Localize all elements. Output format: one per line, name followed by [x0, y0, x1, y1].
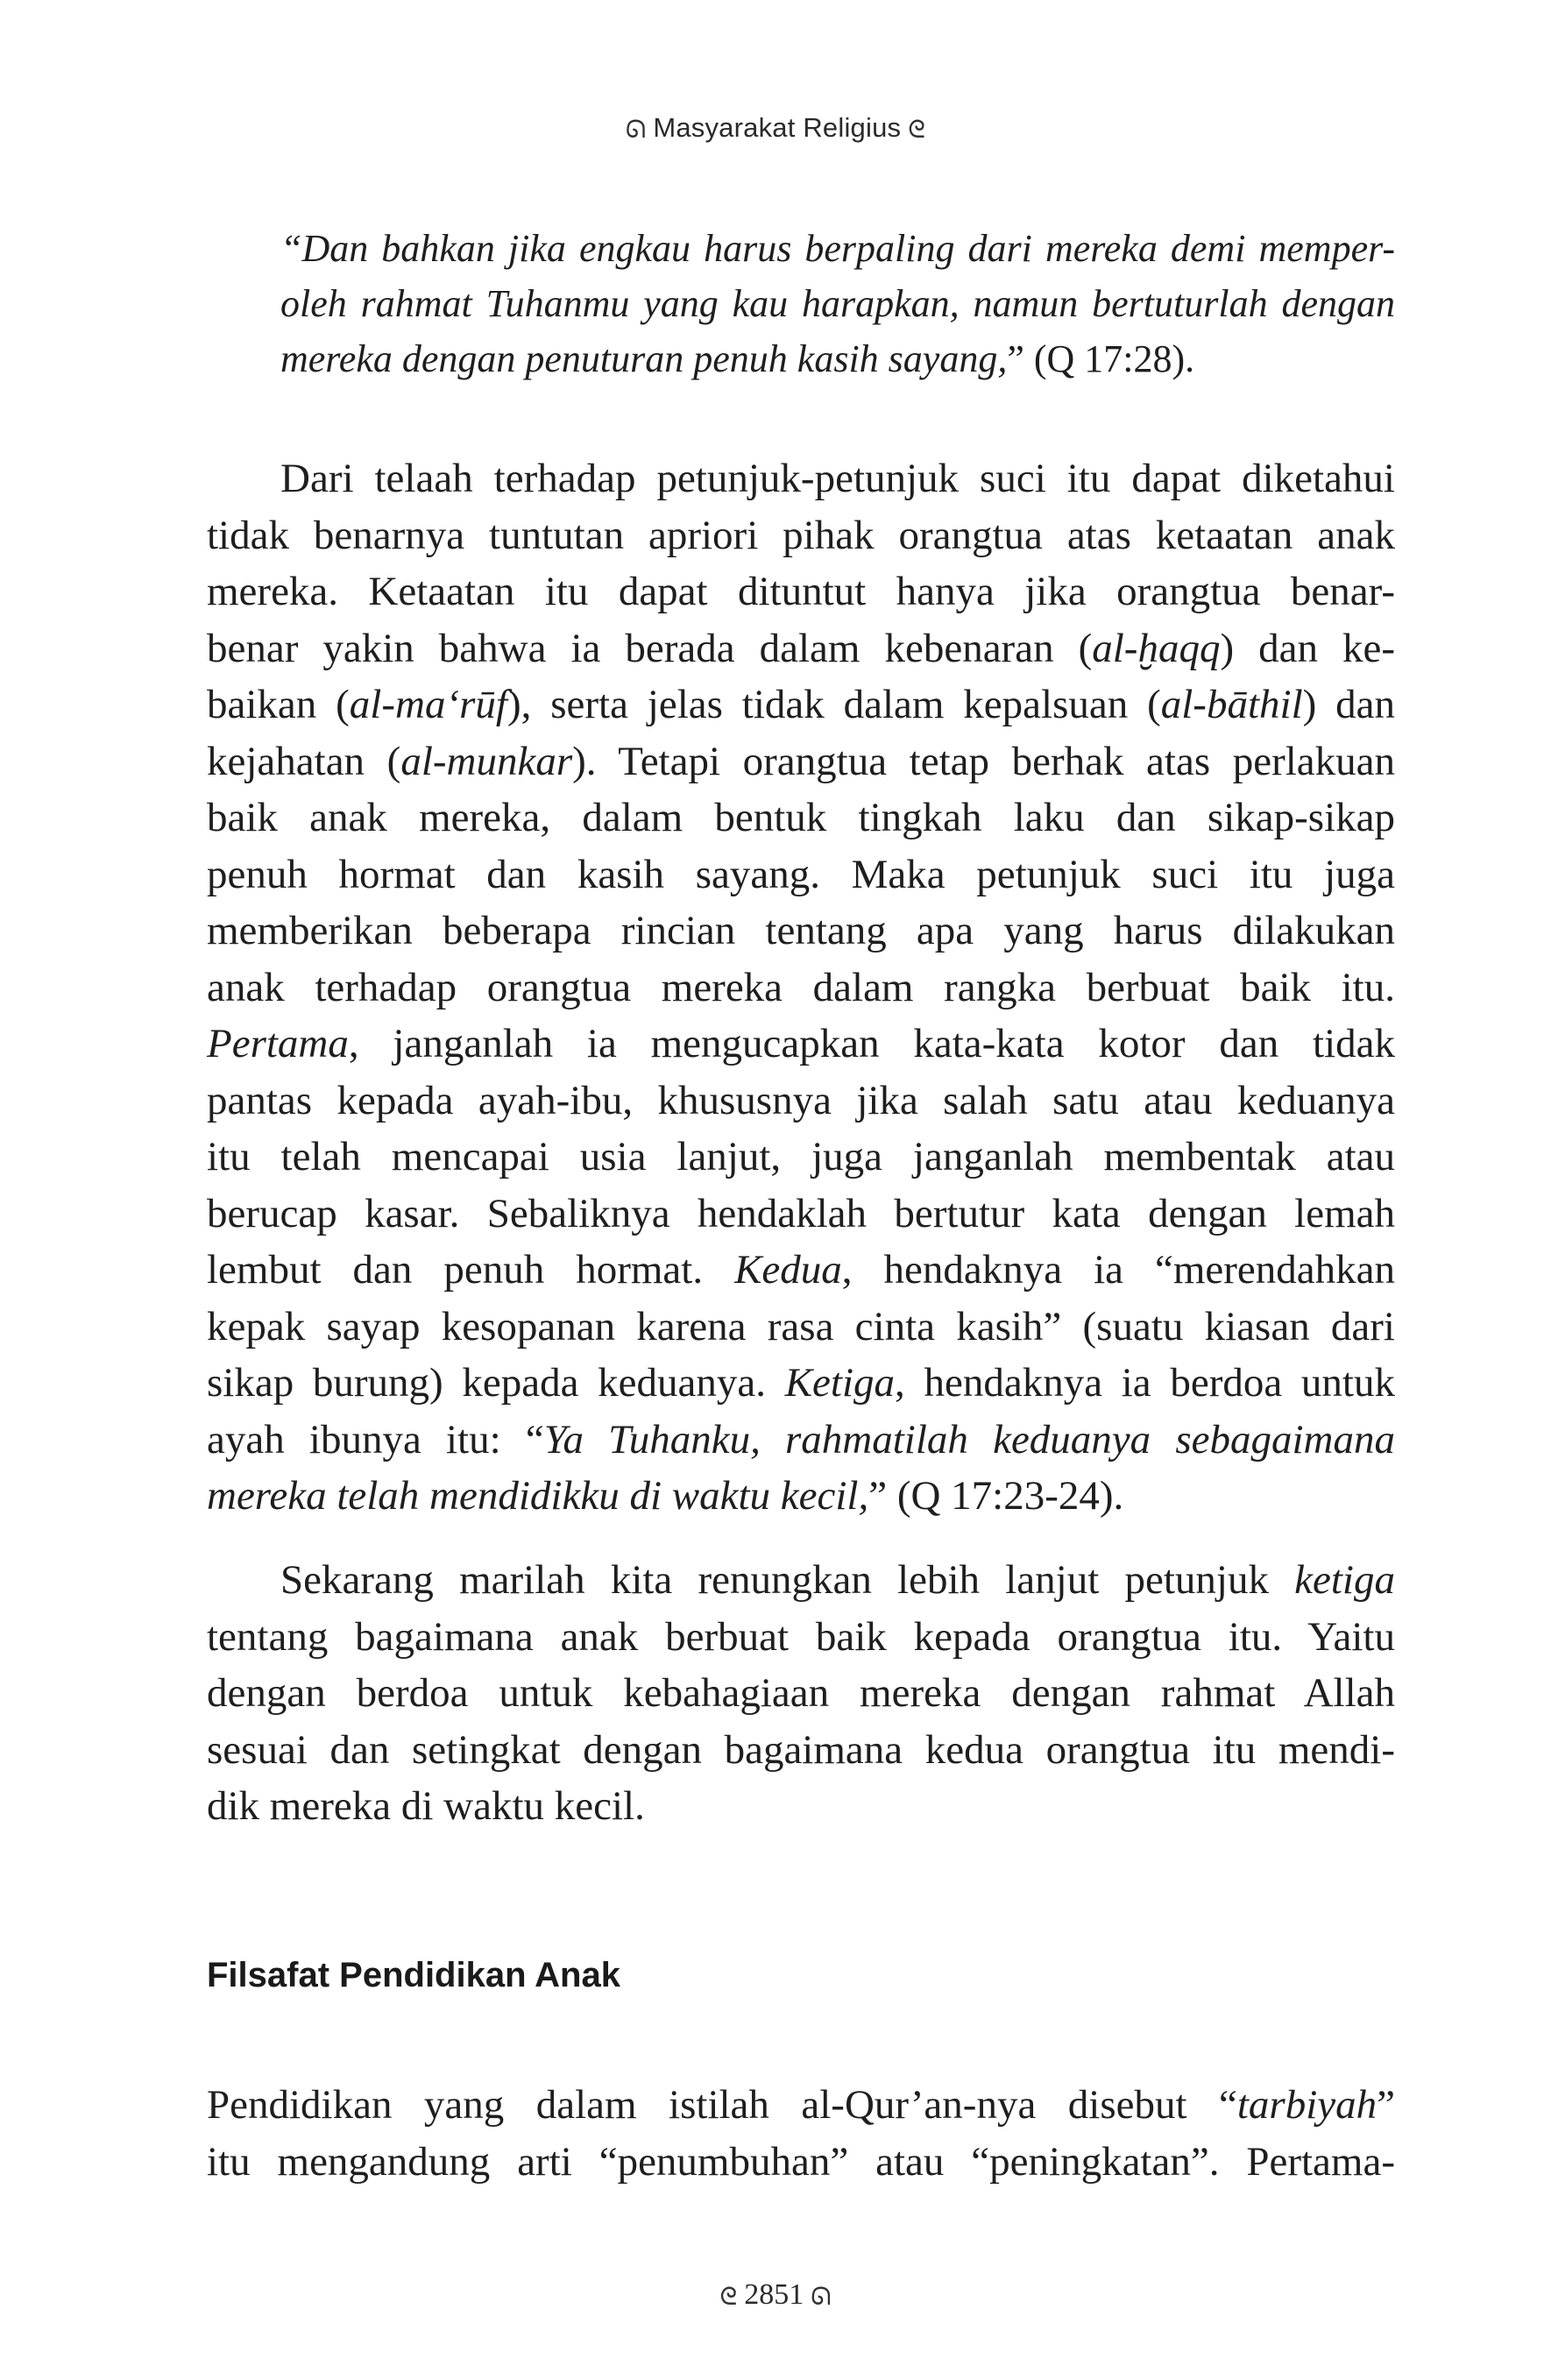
- paragraph-2: [207, 1552, 1395, 1835]
- ornament-right-icon: ᘓ: [908, 114, 926, 144]
- text-run: , janganlah ia mengucapkan kata-kata kotor dan tidak: [348, 1021, 1395, 1066]
- ornament-left-icon: ᘏ: [625, 114, 647, 144]
- text-run: kejahatan (: [207, 738, 401, 784]
- ornament-right-icon: ᘏ: [811, 2282, 832, 2312]
- paragraph-line: tidak benarnya tuntutan apriori pihak orangtua atas ketaatan anak: [207, 512, 1395, 558]
- paragraph-line: [207, 1016, 1395, 1073]
- text-run: ” (Q 17:23-24).: [868, 1473, 1124, 1519]
- paragraph-line: [207, 1468, 1395, 1525]
- paragraph-line: [207, 1242, 1395, 1299]
- italic-term: Kedua: [734, 1247, 842, 1293]
- page-footer: [0, 2278, 1551, 2312]
- italic-term: Ketiga: [784, 1360, 896, 1406]
- italic-term: mereka telah mendidikku di waktu kecil,: [207, 1473, 869, 1519]
- paragraph-1: [207, 450, 1395, 1525]
- page-number: 2851: [744, 2278, 804, 2311]
- paragraph-line: dengan berdoa untuk kebahagiaan mereka dengan rahmat Allah: [207, 1670, 1395, 1716]
- italic-term: al-bāthil: [1160, 682, 1303, 727]
- text-run: lembut dan penuh hormat.: [207, 1247, 735, 1293]
- paragraph-line: anak terhadap orangtua mereka dalam rangka berbuat baik itu.: [207, 964, 1395, 1010]
- text-run: ). Tetapi orangtua tetap berhak atas perlakuan: [572, 738, 1395, 784]
- paragraph-line: sesuai dan setingkat dengan bagaimana kedua orangtua itu mendi-: [207, 1726, 1395, 1773]
- paragraph-line: [207, 1552, 1395, 1609]
- quote-italic: mereka dengan penuturan penuh kasih sayang,: [280, 337, 1008, 380]
- paragraph-line: penuh hormat dan kasih sayang. Maka petunjuk suci itu juga: [207, 851, 1395, 897]
- text-run: ) dan ke-: [1220, 625, 1395, 671]
- paragraph-line: kepak sayap kesopanan karena rasa cinta kasih” (suatu kiasan dari: [207, 1303, 1395, 1349]
- paragraph-line: [207, 676, 1395, 733]
- italic-term: tarbiyah: [1236, 2082, 1377, 2128]
- quote-line: “Dan bahkan jika engkau harus berpaling dari mereka demi memper-: [280, 227, 1395, 270]
- section-heading: Filsafat Pendidikan Anak: [207, 1956, 620, 1994]
- paragraph-line: pantas kepada ayah-ibu, khususnya jika salah satu atau keduanya: [207, 1077, 1395, 1123]
- text-run: , hendaknya ia “merendahkan: [841, 1247, 1396, 1293]
- text-run: ) dan: [1302, 682, 1396, 727]
- running-header-title: Masyarakat Religius: [653, 112, 902, 143]
- paragraph-line: mereka. Ketaatan itu dapat dituntut hanya jika orangtua benar-: [207, 569, 1395, 614]
- paragraph-line: memberikan beberapa rincian tentang apa yang harus dilakukan: [207, 908, 1395, 953]
- paragraph-line: [207, 1355, 1395, 1412]
- paragraph-3: [207, 2077, 1395, 2190]
- ornament-left-icon: ᘓ: [719, 2282, 738, 2312]
- text-run: ), serta jelas tidak dalam kepalsuan (: [506, 682, 1161, 727]
- italic-term: Ya Tuhanku, rahmatilah keduanya sebagaimana: [543, 1416, 1395, 1463]
- paragraph-line: [207, 733, 1395, 790]
- italic-term: al-ḫaqq: [1092, 625, 1221, 671]
- paragraph-line: tentang bagaimana anak berbuat baik kepada orangtua itu. Yaitu: [207, 1613, 1395, 1660]
- paragraph-line: dik mereka di waktu kecil.: [207, 1783, 645, 1829]
- italic-term: ketiga: [1294, 1557, 1395, 1603]
- quote-citation: ” (Q 17:28).: [1007, 337, 1195, 380]
- paragraph-line: itu mengandung arti “penumbuhan” atau “peningkatan”. Pertama-: [207, 2138, 1395, 2185]
- italic-term: al-ma‘rūf: [349, 682, 507, 727]
- paragraph-line: berucap kasar. Sebaliknya hendaklah bertutur kata dengan lemah: [207, 1190, 1395, 1236]
- text-run: ”: [1377, 2082, 1395, 2128]
- quote-line: oleh rahmat Tuhanmu yang kau harapkan, namun bertuturlah dengan: [280, 282, 1395, 325]
- text-run: sikap burung) kepada keduanya.: [207, 1360, 785, 1406]
- paragraph-line: [207, 1412, 1395, 1469]
- running-header: [0, 112, 1551, 145]
- quran-quote-block: [280, 221, 1395, 386]
- paragraph-line: baik anak mereka, dalam bentuk tingkah laku dan sikap-sikap: [207, 795, 1395, 840]
- text-run: ayah ibunya itu: “: [207, 1416, 544, 1463]
- paragraph-line: [207, 2077, 1395, 2134]
- italic-term: al-munkar: [400, 738, 573, 784]
- text-run: baikan (: [207, 682, 350, 727]
- text-run: Sekarang marilah kita renungkan lebih lanjut petunjuk: [280, 1557, 1295, 1603]
- text-run: benar yakin bahwa ia berada dalam kebenaran (: [207, 625, 1093, 671]
- italic-term: Pertama: [207, 1021, 349, 1066]
- paragraph-line: [207, 620, 1395, 677]
- quote-line: [280, 331, 1395, 386]
- text-run: , hendaknya ia berdoa untuk: [895, 1360, 1395, 1406]
- text-run: Pendidikan yang dalam istilah al-Qur’an-nya disebut “: [207, 2082, 1237, 2128]
- paragraph-line: itu telah mencapai usia lanjut, juga janganlah membentak atau: [207, 1134, 1395, 1179]
- paragraph-line: Dari telaah terhadap petunjuk-petunjuk suci itu dapat diketahui: [280, 456, 1395, 501]
